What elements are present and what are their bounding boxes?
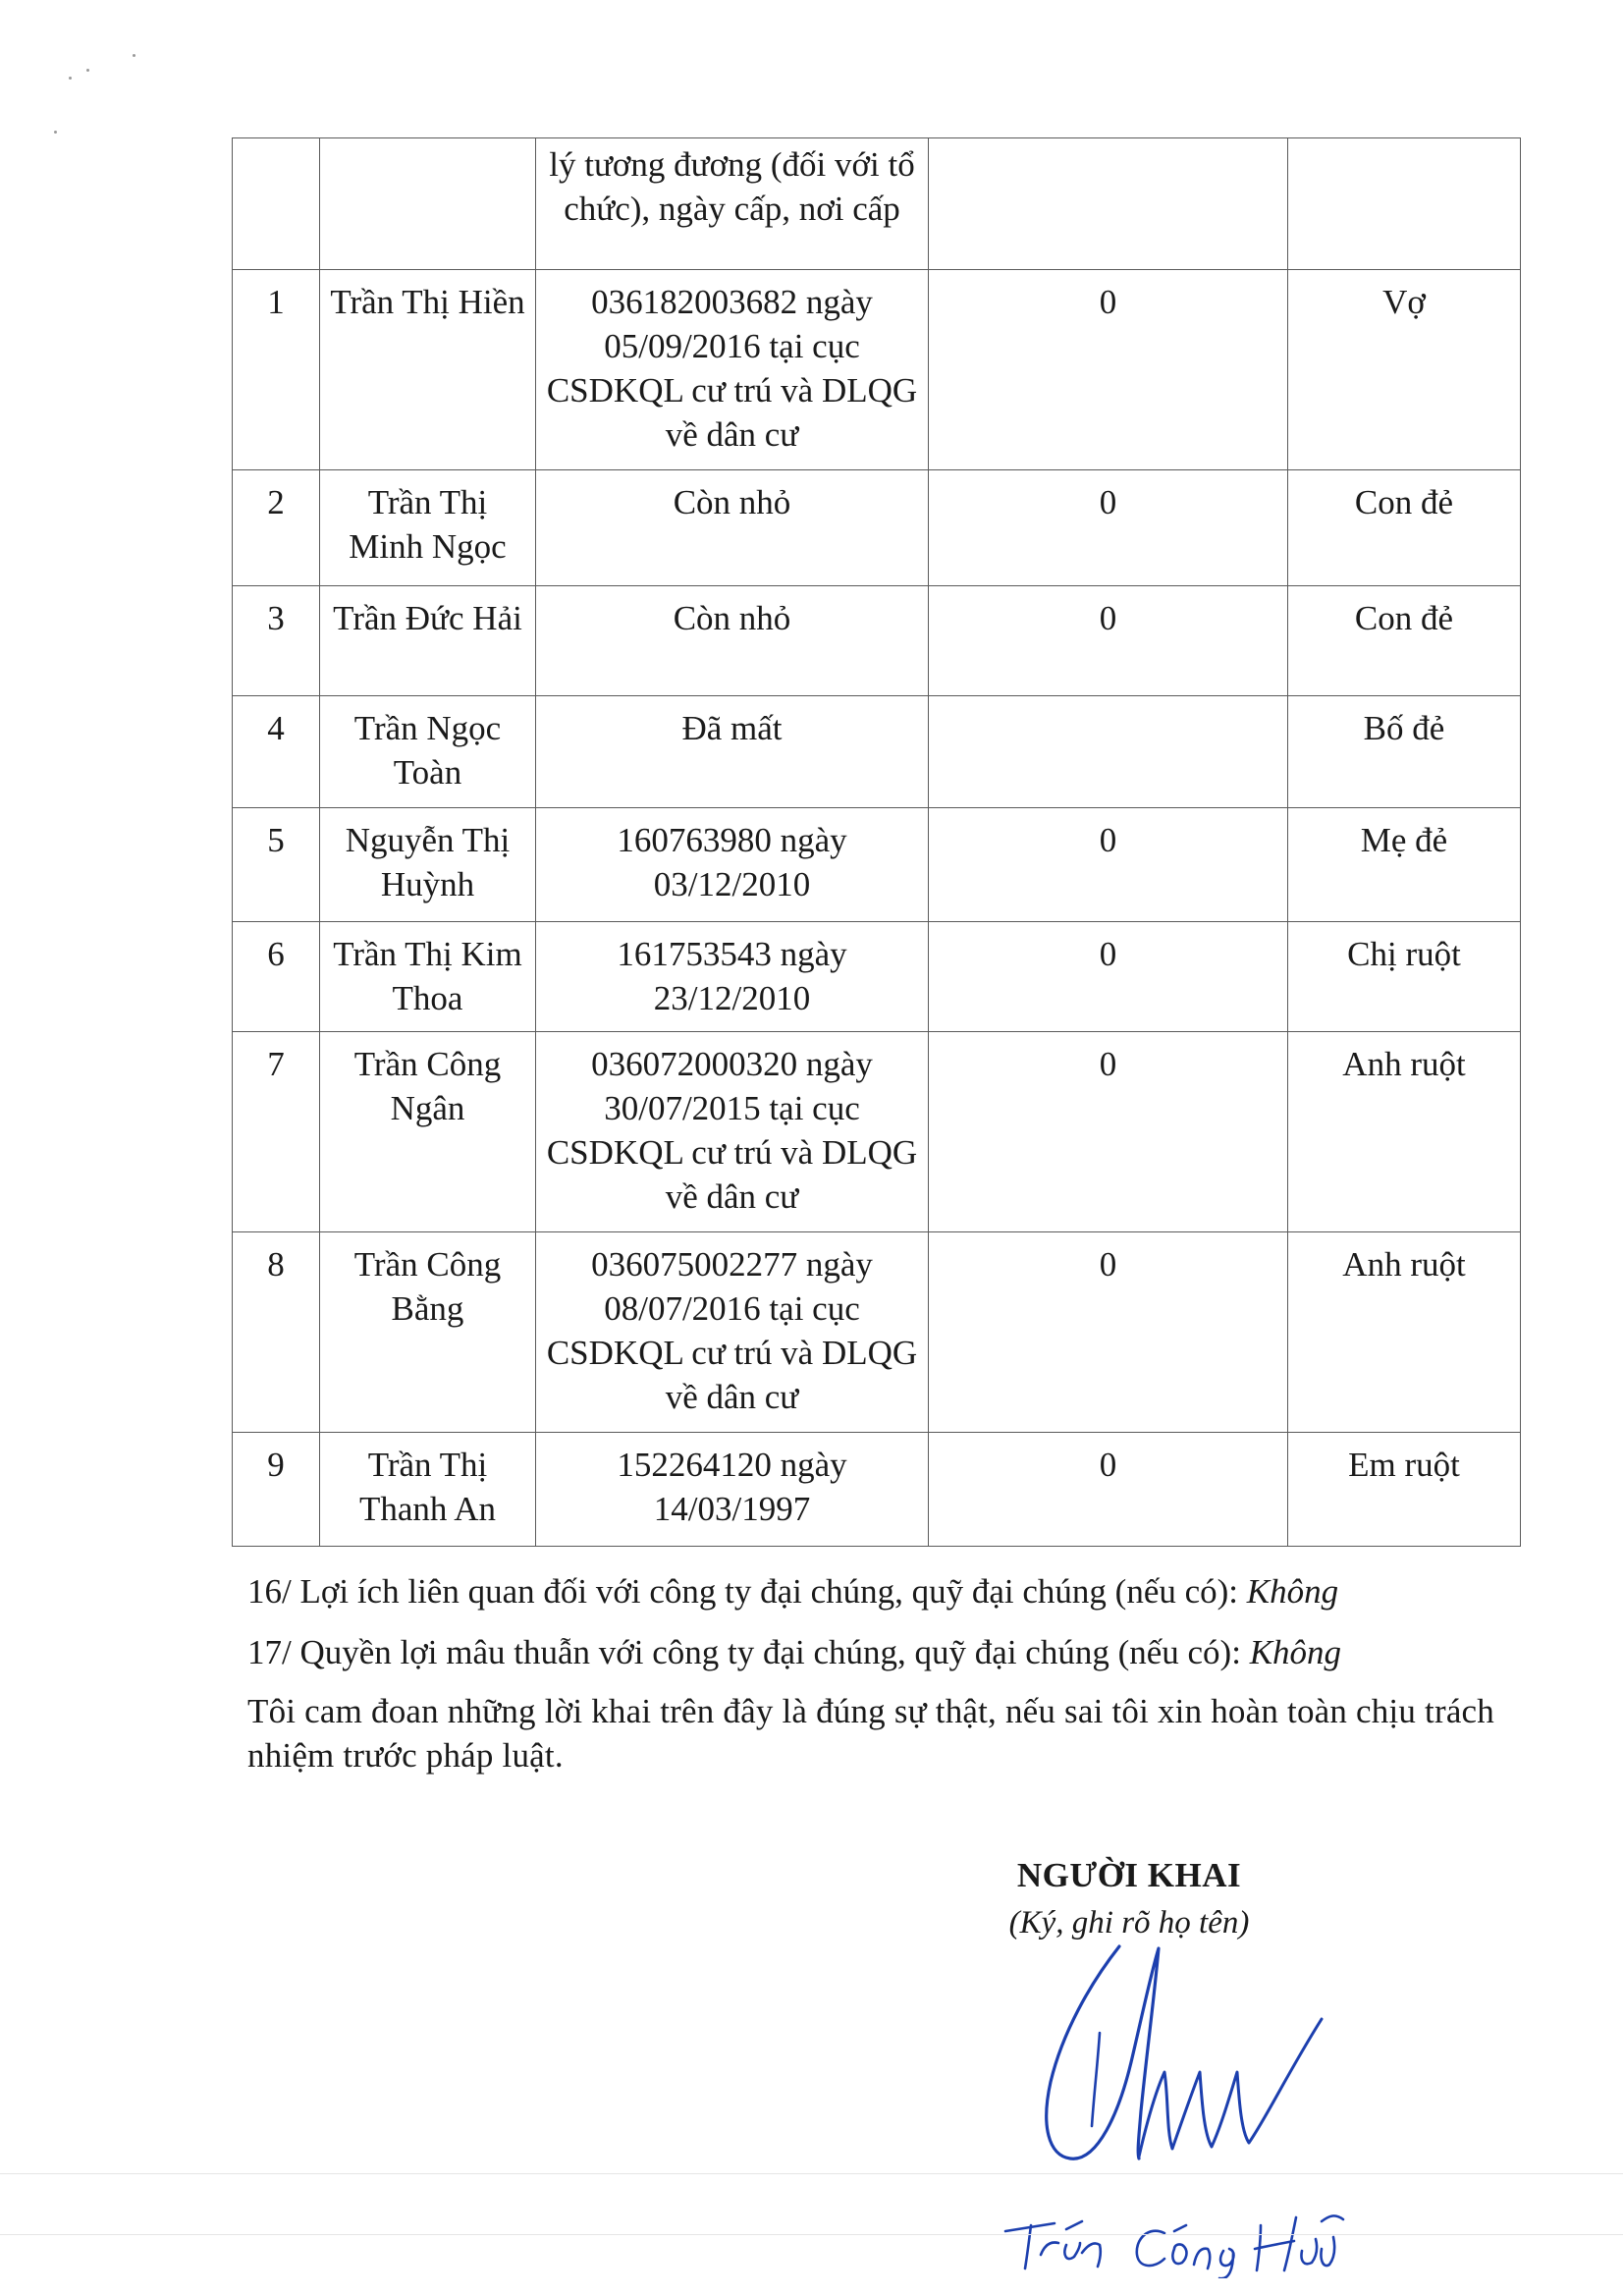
table-row bbox=[233, 270, 1521, 470]
item-17-label: 17/ Quyền lợi mâu thuẫn với công ty đại chúng, quỹ đại chúng (nếu có): bbox=[247, 1633, 1250, 1671]
row-shares-cell bbox=[929, 696, 1288, 808]
row-shares-cell: 0 bbox=[929, 586, 1288, 696]
table-row bbox=[233, 696, 1521, 808]
row-id-cell: 161753543 ngày 23/12/2010 bbox=[536, 922, 929, 1032]
row-name-cell: Trần Thị Thanh An bbox=[320, 1433, 536, 1547]
row-shares-cell: 0 bbox=[929, 922, 1288, 1032]
scan-speck bbox=[69, 77, 72, 80]
row-shares-cell: 0 bbox=[929, 1232, 1288, 1433]
row-relation-cell: Con đẻ bbox=[1288, 470, 1521, 586]
row-id-cell: 036075002277 ngày 08/07/2016 tại cục CSDKQL cư trú và DLQG về dân cư bbox=[536, 1232, 929, 1433]
row-relation-cell: Con đẻ bbox=[1288, 586, 1521, 696]
row-name-cell: Trần Thị Minh Ngọc bbox=[320, 470, 536, 586]
row-shares-cell: 0 bbox=[929, 270, 1288, 470]
row-id-cell: 036182003682 ngày 05/09/2016 tại cục CSDKQL cư trú và DLQG về dân cư bbox=[536, 270, 929, 470]
table-row bbox=[233, 586, 1521, 696]
header-cell bbox=[233, 138, 320, 270]
row-stt-cell: 4 bbox=[233, 696, 320, 808]
row-stt-cell: 1 bbox=[233, 270, 320, 470]
scan-artifact-line bbox=[0, 2173, 1623, 2174]
row-name-cell: Nguyễn Thị Huỳnh bbox=[320, 808, 536, 922]
scan-artifact-line bbox=[0, 2234, 1623, 2235]
table-row bbox=[233, 1232, 1521, 1433]
row-stt-cell: 7 bbox=[233, 1032, 320, 1232]
row-shares-cell: 0 bbox=[929, 808, 1288, 922]
scan-speck bbox=[133, 54, 135, 57]
row-relation-cell: Mẹ đẻ bbox=[1288, 808, 1521, 922]
item-16-label: 16/ Lợi ích liên quan đối với công ty đại chúng, quỹ đại chúng (nếu có): bbox=[247, 1572, 1247, 1611]
row-relation-cell: Em ruột bbox=[1288, 1433, 1521, 1547]
row-stt-cell: 3 bbox=[233, 586, 320, 696]
header-cell bbox=[320, 138, 536, 270]
row-stt-cell: 8 bbox=[233, 1232, 320, 1433]
row-shares-cell: 0 bbox=[929, 1433, 1288, 1547]
item-17-value: Không bbox=[1249, 1633, 1342, 1671]
row-id-cell: Đã mất bbox=[536, 696, 929, 808]
signer-title: NGƯỜI KHAI bbox=[1016, 1856, 1242, 1894]
row-shares-cell: 0 bbox=[929, 1032, 1288, 1232]
header-cell bbox=[1288, 138, 1521, 270]
table-row bbox=[233, 922, 1521, 1032]
table-row bbox=[233, 1433, 1521, 1547]
item-17 bbox=[247, 1630, 1504, 1674]
row-name-cell: Trần Thị Hiền bbox=[320, 270, 536, 470]
handwritten-signature bbox=[972, 1925, 1384, 2278]
row-stt-cell: 5 bbox=[233, 808, 320, 922]
row-stt-cell: 6 bbox=[233, 922, 320, 1032]
row-relation-cell: Chị ruột bbox=[1288, 922, 1521, 1032]
row-id-cell: Còn nhỏ bbox=[536, 470, 929, 586]
row-name-cell: Trần Ngọc Toàn bbox=[320, 696, 536, 808]
row-relation-cell: Anh ruột bbox=[1288, 1232, 1521, 1433]
row-name-cell: Trần Đức Hải bbox=[320, 586, 536, 696]
row-id-cell: Còn nhỏ bbox=[536, 586, 929, 696]
row-stt-cell: 2 bbox=[233, 470, 320, 586]
row-name-cell: Trần Công Ngân bbox=[320, 1032, 536, 1232]
declaration-text: Tôi cam đoan những lời khai trên đây là đúng sự thật, nếu sai tôi xin hoàn toàn chịu trách nhiệm trước pháp luật. bbox=[247, 1692, 1494, 1775]
table-header-continuation-row bbox=[233, 138, 1521, 270]
row-id-cell: 036072000320 ngày 30/07/2015 tại cục CSDKQL cư trú và DLQG về dân cư bbox=[536, 1032, 929, 1232]
row-name-cell: Trần Thị Kim Thoa bbox=[320, 922, 536, 1032]
row-id-cell: 160763980 ngày 03/12/2010 bbox=[536, 808, 929, 922]
row-relation-cell: Bố đẻ bbox=[1288, 696, 1521, 808]
scan-speck bbox=[86, 69, 89, 72]
related-persons-table bbox=[232, 137, 1521, 1547]
signer-note: (Ký, ghi rõ họ tên) bbox=[1008, 1905, 1250, 1941]
row-name-cell: Trần Công Bằng bbox=[320, 1232, 536, 1433]
header-id-continuation: lý tương đương (đối với tổ chức), ngày cấp, nơi cấp bbox=[536, 138, 929, 270]
row-stt-cell: 9 bbox=[233, 1433, 320, 1547]
row-relation-cell: Vợ bbox=[1288, 270, 1521, 470]
item-16 bbox=[247, 1569, 1504, 1613]
header-cell bbox=[929, 138, 1288, 270]
row-relation-cell: Anh ruột bbox=[1288, 1032, 1521, 1232]
scan-speck bbox=[54, 131, 57, 134]
table-row bbox=[233, 1032, 1521, 1232]
item-16-value: Không bbox=[1246, 1572, 1339, 1611]
row-shares-cell: 0 bbox=[929, 470, 1288, 586]
table-row bbox=[233, 808, 1521, 922]
row-id-cell: 152264120 ngày 14/03/1997 bbox=[536, 1433, 929, 1547]
table-row bbox=[233, 470, 1521, 586]
